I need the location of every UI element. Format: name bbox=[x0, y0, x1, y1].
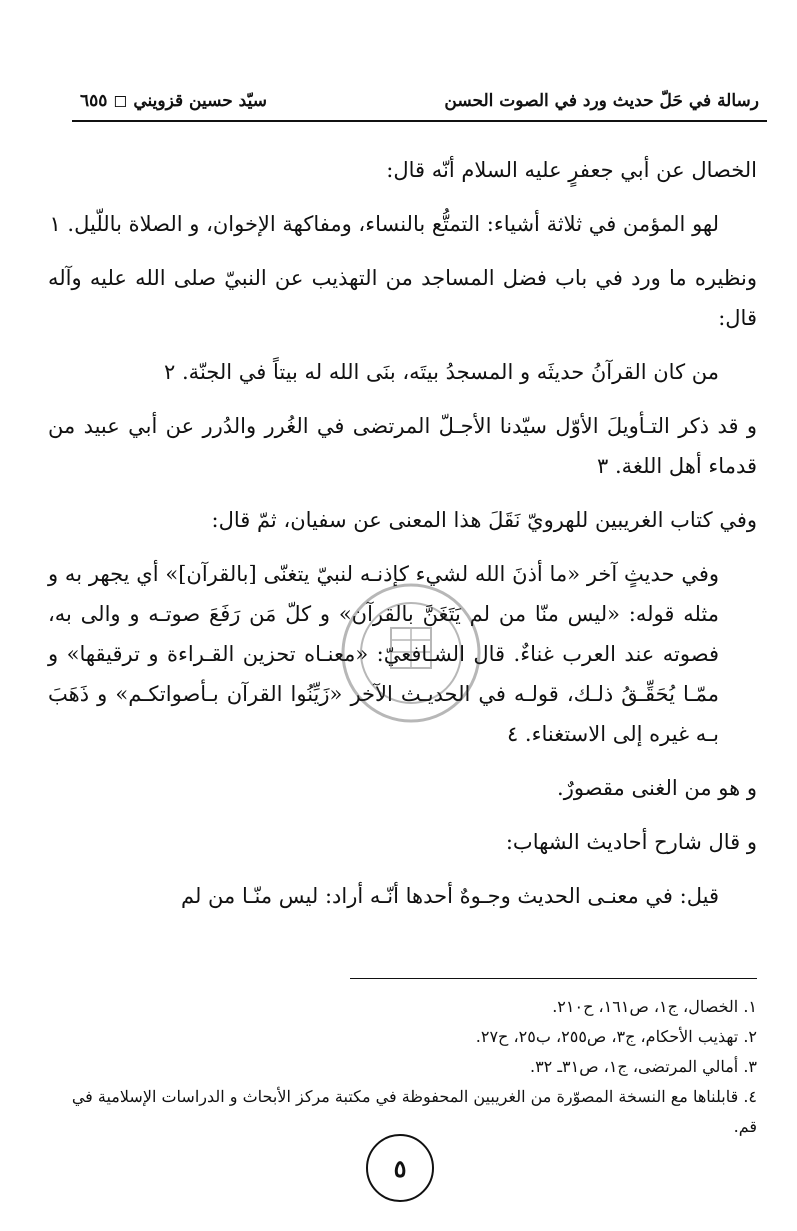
paragraph-7: وفي حديثٍ آخر «ما أذنَ الله لشيء كإذنـه لنبيّ يتغنّى [بالقرآن]» أي يجهر به و مثله قوله: «ليس منّا من لم يَتَغَنَّ بالقرآن» و كلّ مَن رَفَعَ صوتـه و والى به، فصوته عند العرب غناءٌ. قال الشـافعيّ: «معنـاه تحزين القـراءة و ترقيقها» و ممّـا يُحَقِّـقُ ذلـك، قولـه في الحديـث الآخر «زَيِّنُوا القرآن بـأصواتكـم» و ذَهَبَ بـه غيره إلى الاستغناء. ٤ bbox=[48, 562, 719, 746]
main-text bbox=[48, 150, 757, 930]
paragraph-10: قيل: في معنـى الحديث وجـوهٌ أحدها أنّـه أراد: ليس منّـا من لم bbox=[181, 884, 719, 908]
footnote-1: ١. الخصال، ج١، ص١٦١، ح٢١٠. bbox=[552, 997, 757, 1016]
footnotes bbox=[48, 992, 757, 1142]
footnote-4: ٤. قابلناها مع النسخة المصوّرة من الغريبين المحفوظة في مكتبة مركز الأبحاث و الدراسات الإسلامية في قم. bbox=[71, 1087, 757, 1136]
author-page-label: سيّد حسين قزويني ◻ ٦٥٥ bbox=[80, 91, 267, 111]
paragraph-6: وفي كتاب الغريبين للهرويّ نَقَلَ هذا المعنى عن سفيان، ثمّ قال: bbox=[211, 508, 757, 532]
header-rule bbox=[72, 120, 767, 122]
paragraph-4: من كان القرآنُ حديثَه و المسجدُ بيتَه، بنَى الله له بيتاً في الجنّة. ٢ bbox=[164, 360, 719, 384]
footnote-2: ٢. تهذيب الأحكام، ج٣، ص٢٥٥، ب٢٥، ح٢٧. bbox=[475, 1027, 757, 1046]
page-number: ٥ bbox=[366, 1134, 434, 1202]
paragraph-1: الخصال عن أبي جعفرٍ عليه السلام أنّه قال: bbox=[386, 158, 757, 182]
paragraph-3: ونظيره ما ورد في باب فضل المساجد من التهذيب عن النبيّ صلى الله عليه وآله قال: bbox=[48, 266, 757, 330]
running-header bbox=[80, 86, 759, 116]
running-title: رسالة في حَلّ حديث ورد في الصوت الحسن bbox=[444, 91, 759, 111]
paragraph-5: و قد ذكر التـأويلَ الأوّل سيّدنا الأجـلّ المرتضى في الغُرر والدُرر عن أبي عبيد من قدماء أهل اللغة. ٣ bbox=[48, 414, 757, 478]
library-stamp-watermark bbox=[336, 578, 486, 728]
paragraph-8: و هو من الغنى مقصورٌ. bbox=[557, 776, 757, 800]
footnote-3: ٣. أمالي المرتضى، ج١، ص٣١ـ ٣٢. bbox=[529, 1057, 757, 1076]
paragraph-9: و قال شارح أحاديث الشهاب: bbox=[505, 830, 757, 854]
footnote-rule bbox=[350, 978, 757, 979]
paragraph-2: لهو المؤمن في ثلاثة أشياء: التمتُّع بالنساء، ومفاكهة الإخوان، و الصلاة باللّيل. ١ bbox=[49, 212, 719, 236]
